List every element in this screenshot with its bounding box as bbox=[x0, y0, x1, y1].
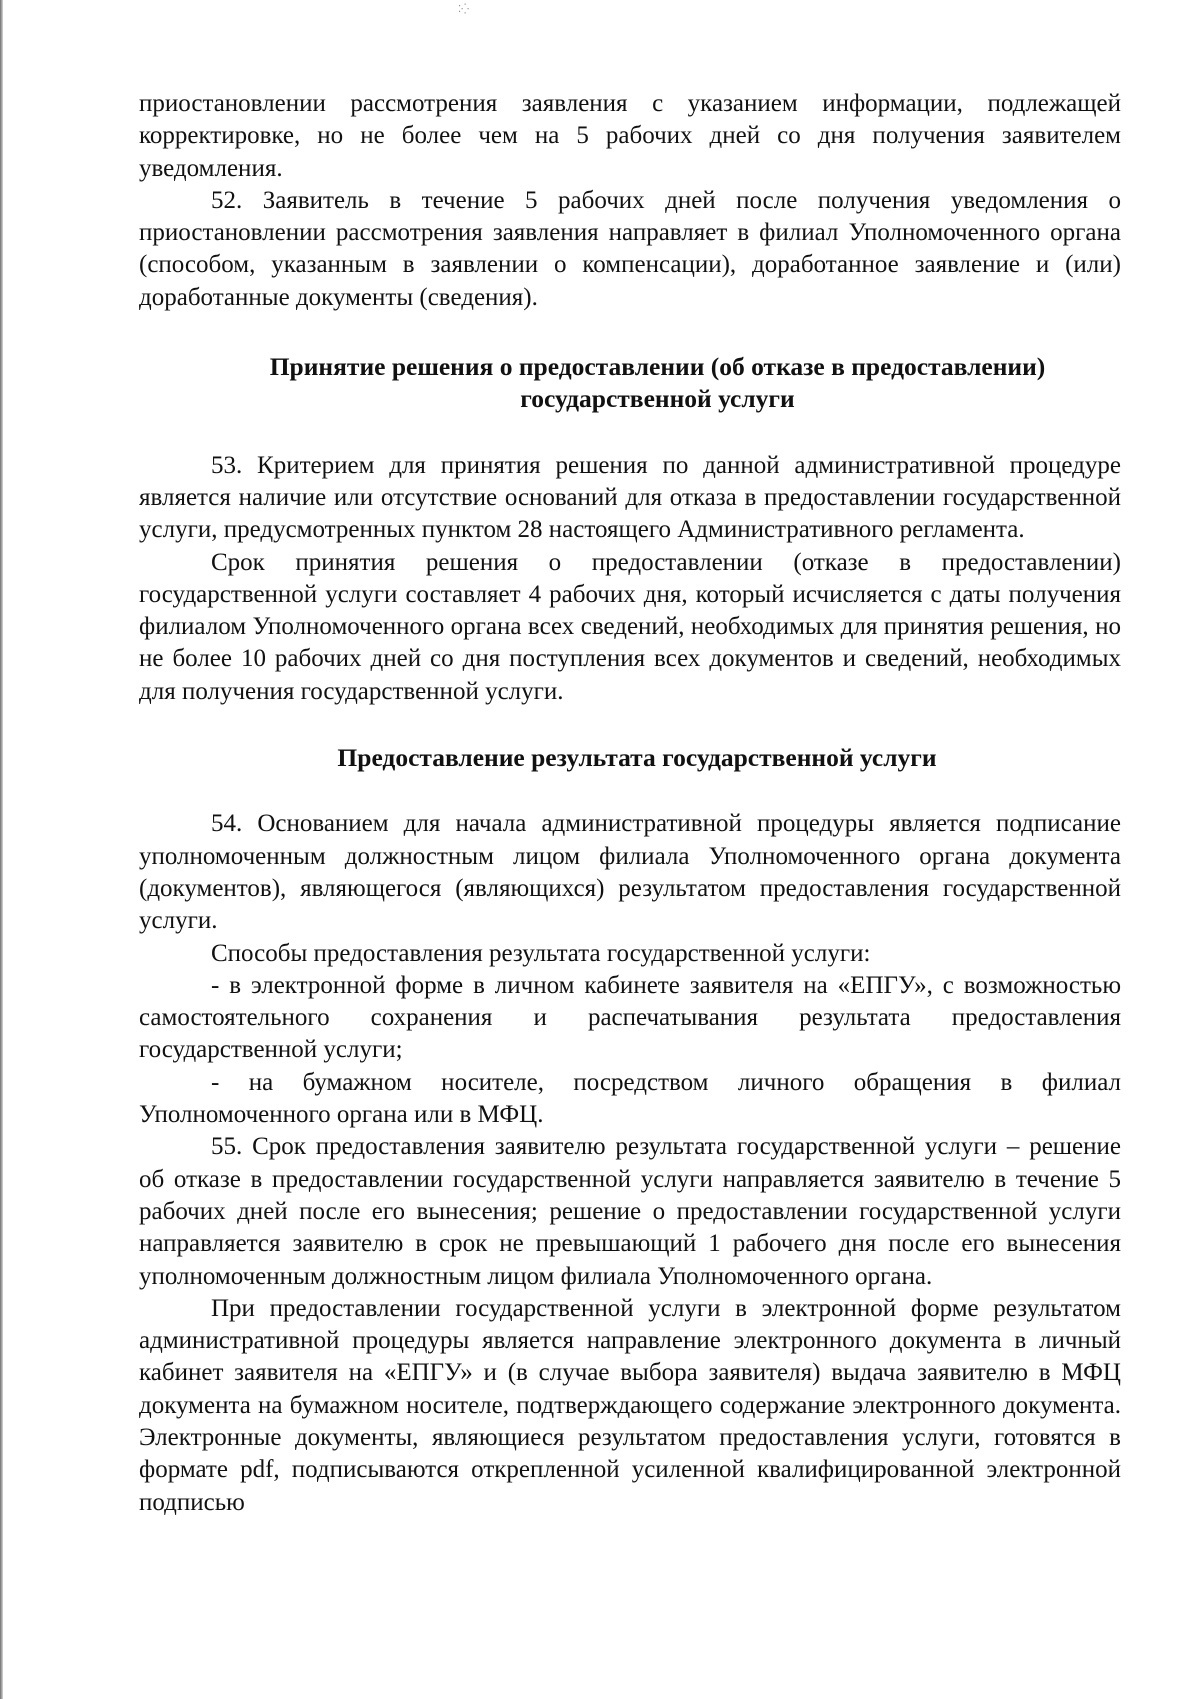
paragraph-54-methods: Способы предоставления результата государственной услуги: bbox=[211, 939, 871, 967]
document-body bbox=[139, 88, 1121, 1519]
heading-decision: Принятие решения о предоставлении (об отказе в предоставлении) государственной услуги bbox=[269, 352, 1046, 414]
paragraph-55: 55. Срок предоставления заявителю результата государственной услуги – решение об отказе в предоставлении государственной услуги направляется заявителю в течение 5 рабочих дней после его вынесения; решение о предоставлении государственной услуги направляется заявителю в срок не превышающий 1 рабочего дня после его вынесения уполномоченным должностным лицом филиала Уполномоченного органа. bbox=[139, 1133, 1121, 1290]
heading-result: Предоставление результата государственной услуги bbox=[337, 743, 937, 773]
paragraph-53-term: Срок принятия решения о предоставлении (отказе в предоставлении) государственной услуги составляет 4 рабочих дня, который исчисляется с даты получения филиалом Уполномоченного органа всех сведений, необходимых для принятия решения, но не более 10 рабочих дней со дня поступления всех документов и сведений, необходимых для получения государственной услуги. bbox=[139, 548, 1121, 705]
paragraph-55-electronic: При предоставлении государственной услуги в электронной форме результатом административной процедуры является направление электронного документа в личный кабинет заявителя на «ЕПГУ» и (в случае выбора заявителя) выдача заявителю в МФЦ документа на бумажном носителе, подтверждающего содержание электронного документа. Электронные документы, являющиеся результатом предоставления услуги, готовятся в формате pdf, подписываются открепленной усиленной квалифицированной электронной подписью bbox=[139, 1294, 1121, 1516]
paragraph-54-method-paper: - на бумажном носителе, посредством личного обращения в филиал Уполномоченного органа или в МФЦ. bbox=[139, 1068, 1121, 1129]
paragraph-54-method-electronic: - в электронной форме в личном кабинете заявителя на «ЕПГУ», с возможностью самостоятельного сохранения и распечатывания результата предоставления государственной услуги; bbox=[139, 971, 1121, 1064]
paragraph-intro: приостановлении рассмотрения заявления с указанием информации, подлежащей корректировке, но не более чем на 5 рабочих дней со дня получения заявителем уведомления. bbox=[139, 90, 1121, 182]
paragraph-52: 52. Заявитель в течение 5 рабочих дней после получения уведомления о приостановлении рассмотрения заявления направляет в филиал Уполномоченного органа (способом, указанным в заявлении о компенсации), доработанное заявление и (или) доработанные документы (сведения). bbox=[139, 186, 1121, 311]
scan-edge bbox=[0, 0, 3, 1699]
paragraph-54: 54. Основанием для начала административной процедуры является подписание уполномоченным должностным лицом филиала Уполномоченного органа документа (документов), являющегося (являющихся) результатом предоставления государственной услуги. bbox=[139, 810, 1121, 935]
scan-speck: ⁚⁛ bbox=[458, 4, 470, 15]
paragraph-53: 53. Критерием для принятия решения по данной административной процедуре является наличие или отсутствие оснований для отказа в предоставлении государственной услуги, предусмотренных пунктом 28 настоящего Административного регламента. bbox=[139, 451, 1121, 544]
